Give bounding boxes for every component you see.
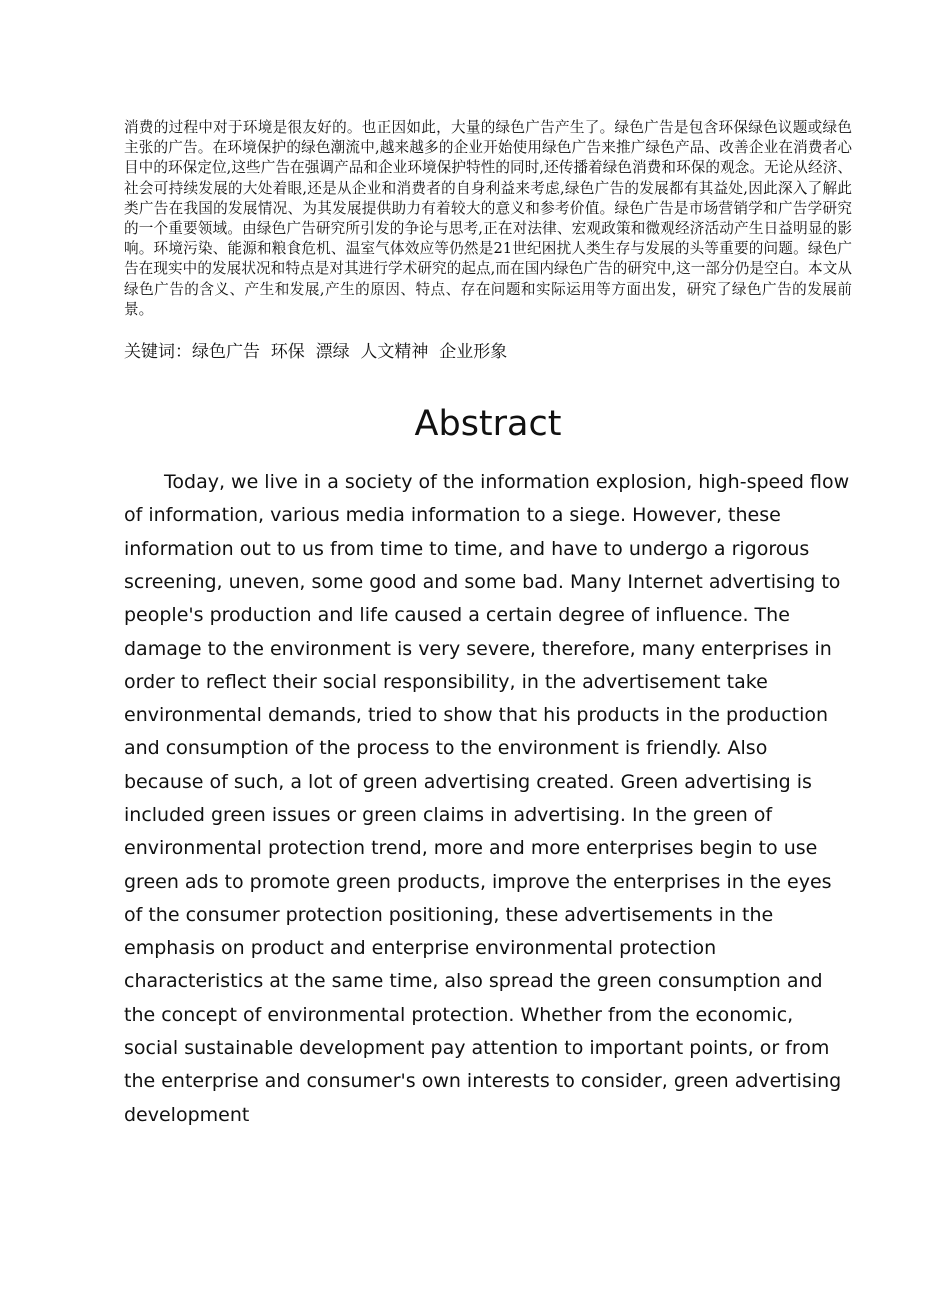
- english-abstract-paragraph: Today, we live in a society of the information explosion, high-speed flow of information, various media information to a siege. However, these information out to us from time to time, and have to undergo a rigorous screening, uneven, some good and some bad. Many Internet advertising to people's production and life caused a certain degree of influence. The damage to the environment is very severe, therefore, many enterprises in order to reflect their social responsibility, in the advertisement take environmental demands, tried to show that his products in the production and consumption of the process to the environment is friendly. Also because of such, a lot of green advertising created. Green advertising is included green issues or green claims in advertising. In the green of environmental protection trend, more and more enterprises begin to use green ads to promote green products, improve the enterprises in the eyes of the consumer protection positioning, these advertisements in the emphasis on product and enterprise environmental protection characteristics at the same time, also spread the green consumption and the concept of environmental protection. Whether from the economic, social sustainable development pay attention to important points, or from the enterprise and consumer's own interests to consider, green advertising development: [124, 471, 850, 1126]
- document-page: [124, 118, 852, 1132]
- chinese-abstract-paragraph: 消费的过程中对于环境是很友好的。也正因如此，大量的绿色广告产生了。绿色广告是包含环保绿色议题或绿色主张的广告。在环境保护的绿色潮流中,越来越多的企业开始使用绿色广告来推广绿色产品、改善企业在消费者心目中的环保定位,这些广告在强调产品和企业环境保护特性的同时,还传播着绿色消费和环保的观念。无论从经济、社会可持续发展的大处着眼,还是从企业和消费者的自身利益来考虑,绿色广告的发展都有其益处,因此深入了解此类广告在我国的发展情况、为其发展提供助力有着较大的意义和参考价值。绿色广告是市场营销学和广告学研究的一个重要领域。由绿色广告研究所引发的争论与思考,正在对法律、宏观政策和微观经济活动产生日益明显的影响。环境污染、能源和粮食危机、温室气体效应等仍然是21世纪困扰人类生存与发展的头等重要的问题。绿色广告在现实中的发展状况和特点是对其进行学术研究的起点,而在国内绿色广告的研究中,这一部分仍是空白。本文从绿色广告的含义、产生和发展,产生的原因、特点、存在问题和实际运用等方面出发，研究了绿色广告的发展前景。: [124, 119, 852, 318]
- abstract-heading: Abstract: [414, 404, 562, 445]
- keywords-line: 关键词：绿色广告 环保 漂绿 人文精神 企业形象: [124, 342, 508, 363]
